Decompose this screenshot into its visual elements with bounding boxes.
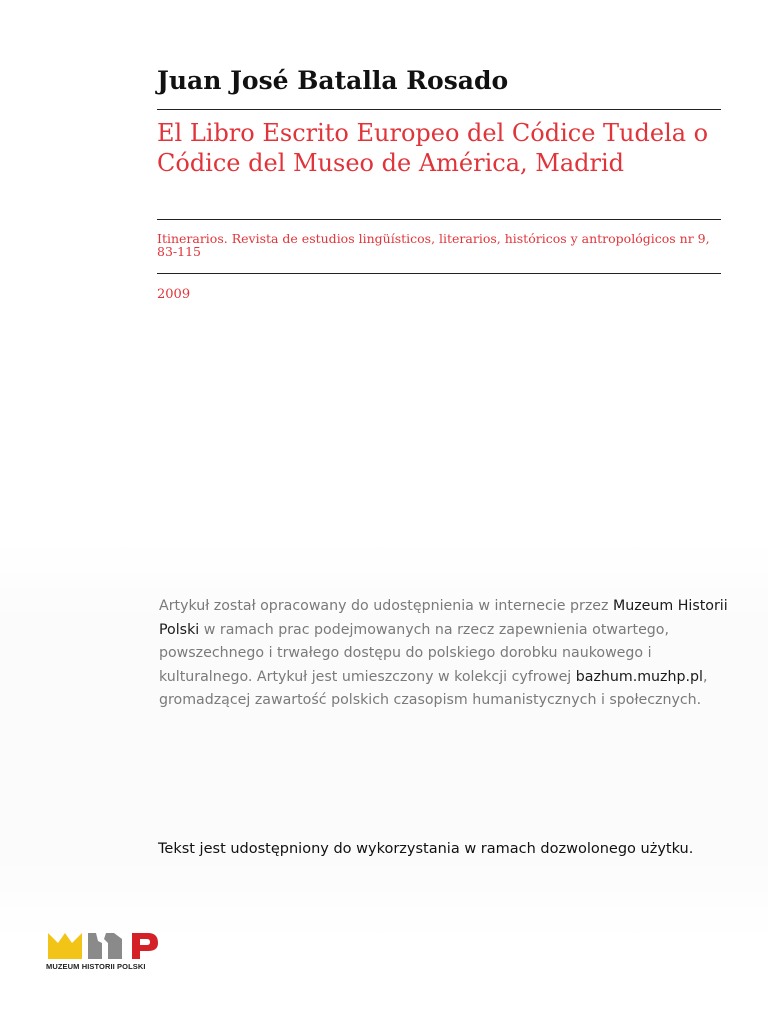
notice-text-3: , gromadzącej zawartość polskich czasopism humanistycznych i społecznych. bbox=[159, 668, 708, 708]
logo-letter-m bbox=[48, 933, 82, 959]
collection-link[interactable]: bazhum.muzhp.pl bbox=[575, 668, 703, 685]
notice-text-1: Artykuł został opracowany do udostępnienia w internecie przez bbox=[159, 598, 609, 614]
divider-top bbox=[157, 109, 721, 110]
divider-bottom bbox=[157, 273, 721, 274]
author-name: Juan José Batalla Rosado bbox=[157, 66, 509, 95]
logo-letter-p bbox=[132, 933, 158, 959]
institution-name: Muzeum Historii Polski bbox=[159, 598, 728, 638]
article-title: El Libro Escrito Europeo del Códice Tudela o Códice del Museo de América, Madrid bbox=[157, 119, 709, 177]
divider-middle bbox=[157, 219, 721, 220]
logo-letter-h bbox=[88, 933, 122, 959]
journal-citation: Itinerarios. Revista de estudios lingüísticos, literarios, históricos y antropológicos nr 9, 83-115 bbox=[157, 231, 710, 259]
digitization-notice bbox=[159, 595, 739, 713]
logo-caption: MUZEUM HISTORII POLSKI bbox=[46, 962, 146, 971]
publication-year: 2009 bbox=[157, 287, 191, 302]
license-statement: Tekst jest udostępniony do wykorzystania w ramach dozwolonego użytku. bbox=[158, 841, 694, 857]
notice-text-2: w ramach prac podejmowanych na rzecz zapewnienia otwartego, powszechnego i trwałego dostępu do polskiego dorobku naukowego i kulturalnego. Artykuł jest umieszczony w kolekcji cyfrowej bbox=[159, 621, 670, 685]
